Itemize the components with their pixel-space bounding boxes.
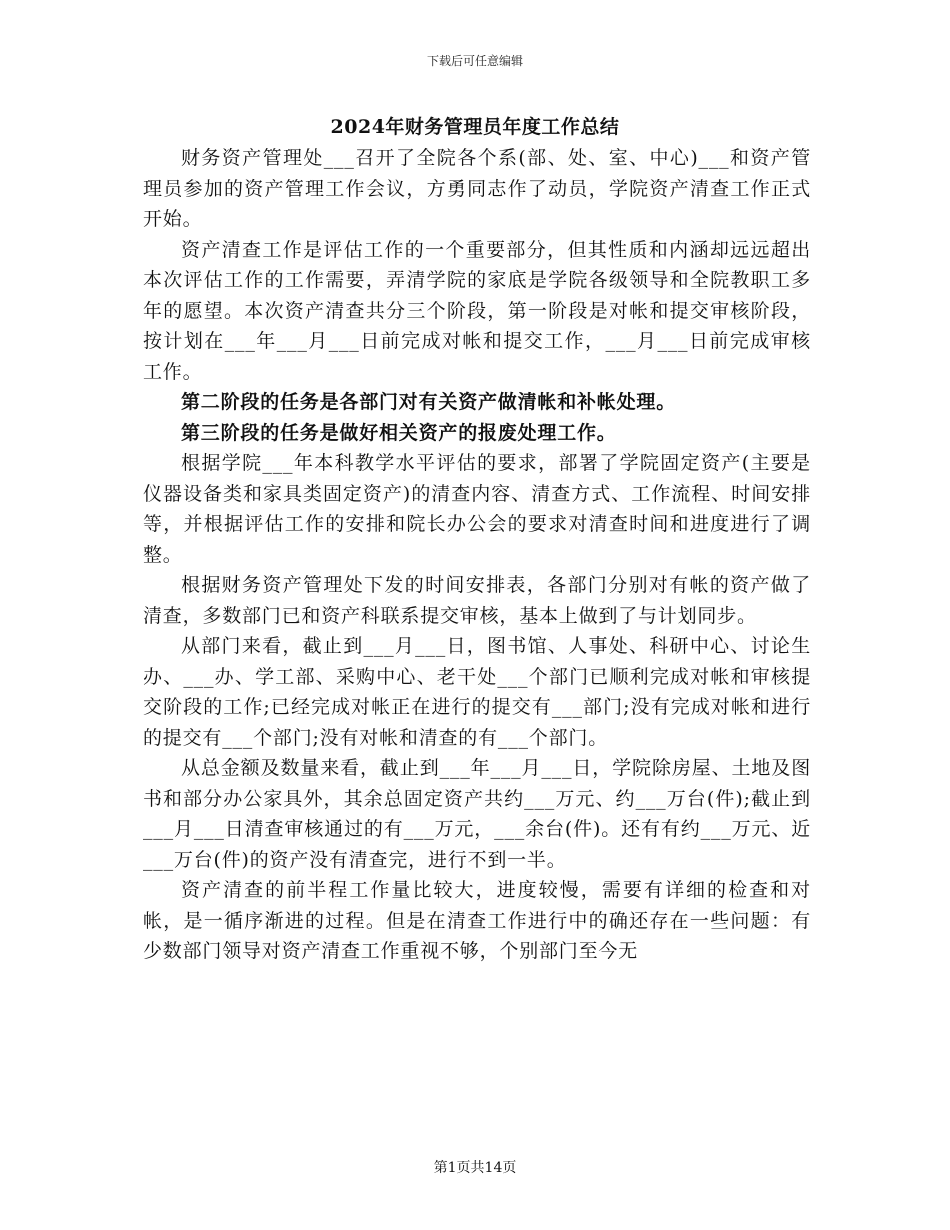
document-body (143, 143, 811, 967)
paragraph: 从总金额及数量来看，截止到___年___月___日，学院除房屋、土地及图书和部分办公家具外，其余总固定资产共约___万元、约___万台(件);截止到___月___日清查审核通过的有___万元，___余台(件)。还有有约___万元、近___万台(件)的资产没有清查完，进行不到一半。 (143, 757, 811, 871)
paragraph: 从部门来看，截止到___月___日，图书馆、人事处、科研中心、讨论生办、___办、学工部、采购中心、老干处___个部门已顺利完成对帐和审核提交阶段的工作;已经完成对帐正在进行的提交有___部门;没有完成对帐和进行的提交有___个部门;没有对帐和清查的有___个部门。 (143, 635, 811, 749)
paragraph-bold: 第三阶段的任务是做好相关资产的报废处理工作。 (181, 421, 617, 444)
page-number: 第1页共14页 (433, 1160, 517, 1176)
paragraph: 根据学院___年本科教学水平评估的要求，部署了学院固定资产(主要是仪器设备类和家具类固定资产)的清查内容、清查方式、工作流程、时间安排等，并根据评估工作的安排和院长办公会的要求对清查时间和进度进行了调整。 (143, 452, 811, 566)
paragraph: 财务资产管理处___召开了全院各个系(部、处、室、中心)___和资产管理员参加的资产管理工作会议，方勇同志作了动员，学院资产清查工作正式开始。 (143, 147, 811, 230)
header-note: 下载后可任意编辑 (426, 54, 523, 68)
paragraph-bold: 第二阶段的任务是各部门对有关资产做清帐和补帐处理。 (181, 391, 677, 413)
paragraph: 资产清查的前半程工作量比较大，进度较慢，需要有详细的检查和对帐，是一循序渐进的过程。但是在清查工作进行中的确还存在一些问题：有少数部门领导对资产清查工作重视不够，个别部门至今无 (143, 879, 811, 962)
paragraph: 资产清查工作是评估工作的一个重要部分，但其性质和内涵却远远超出本次评估工作的工作需要，弄清学院的家底是学院各级领导和全院教职工多年的愿望。本次资产清查共分三个阶段，第一阶段是对帐和提交审核阶段，按计划在___年___月___日前完成对帐和提交工作，___月___日前完成审核工作。 (143, 238, 811, 383)
paragraph: 根据财务资产管理处下发的时间安排表，各部门分别对有帐的资产做了清查，多数部门已和资产科联系提交审核，基本上做到了与计划同步。 (143, 574, 811, 627)
document-title: 2024年财务管理员年度工作总结 (330, 116, 620, 138)
